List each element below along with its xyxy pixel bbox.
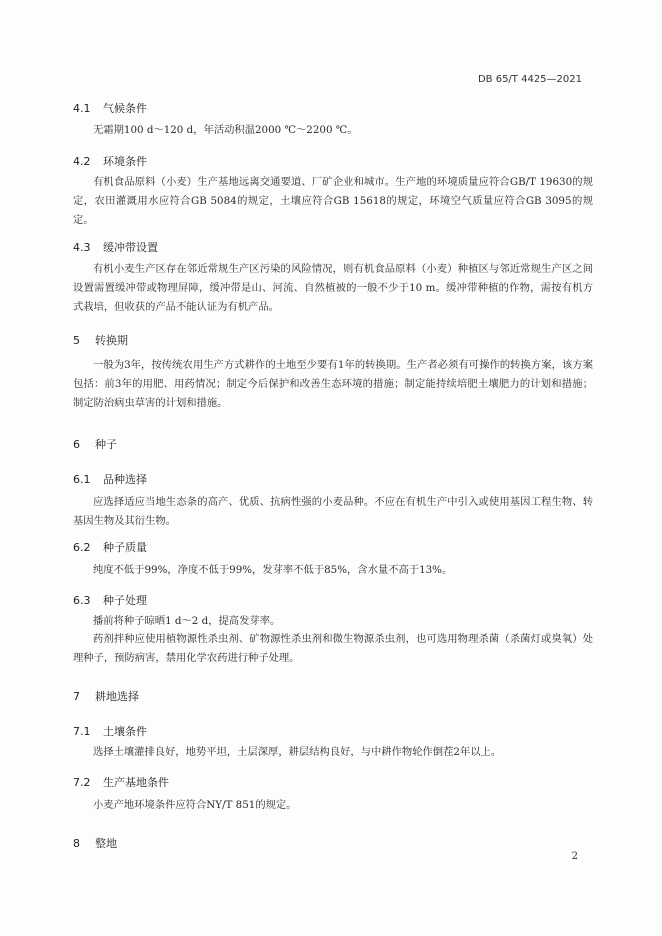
heading-title: 耕地选择	[95, 690, 139, 703]
heading-title: 种子质量	[103, 541, 147, 554]
heading-title: 种子处理	[103, 594, 147, 607]
heading-title: 土壤条件	[103, 725, 147, 738]
heading-number: 6.3	[73, 594, 91, 607]
heading-number: 7	[73, 690, 80, 703]
heading-title: 品种选择	[103, 473, 147, 486]
heading-number: 8	[73, 837, 80, 850]
heading-title: 生产基地条件	[103, 776, 169, 789]
paragraph-6-3-a: 播前将种子晾晒1 d～2 d，提高发芽率。	[93, 615, 281, 627]
heading-7	[73, 688, 139, 704]
heading-number: 6	[73, 438, 80, 451]
paragraph-6-2: 纯度不低于99%，净度不低于99%，发芽率不低于85%，含水量不高于13%。	[93, 564, 453, 576]
heading-title: 整地	[95, 837, 117, 850]
heading-6-1	[73, 471, 147, 487]
heading-6-3	[73, 592, 147, 608]
heading-8	[73, 835, 117, 851]
heading-title: 转换期	[95, 334, 128, 347]
paragraph-4-3: 有机小麦生产区存在邻近常规生产区污染的风险情况，则有机食品原料（小麦）种植区与邻近常规生产区之间设置需置缓冲带或物理屏障，缓冲带是山、河流、自然植被的一般不少于10 m。缓冲带种植的作物，需按有机方式栽培，但收获的产品不能认证为有机产品。	[73, 263, 593, 313]
heading-number: 4.1	[73, 102, 91, 115]
heading-number: 4.2	[73, 155, 91, 168]
heading-number: 4.3	[73, 241, 91, 254]
heading-4-2	[73, 153, 147, 169]
paragraph-4-1: 无霜期100 d～120 d，年活动积温2000 ℃～2200 ℃。	[93, 124, 358, 136]
heading-5	[73, 332, 128, 348]
heading-number: 7.1	[73, 725, 91, 738]
heading-4-1	[73, 100, 147, 116]
heading-title: 气候条件	[103, 102, 147, 115]
standard-code: DB 65/T 4425—2021	[477, 74, 582, 85]
paragraph-6-3-b: 药剂拌种应使用植物源性杀虫剂、矿物源性杀虫剂和微生物源杀虫剂，也可选用物理杀菌（杀菌灯或臭氧）处理种子，预防病害，禁用化学农药进行种子处理。	[73, 633, 593, 664]
heading-number: 5	[73, 334, 80, 347]
heading-7-1	[73, 723, 147, 739]
paragraph-7-2: 小麦产地环境条件应符合NY/T 851的规定。	[93, 799, 297, 811]
paragraph-5: 一般为3年，按传统农用生产方式耕作的土地至少要有1年的转换期。生产者必须有可操作的转换方案，该方案包括：前3年的用肥、用药情况；制定今后保护和改善生态环境的措施；制定能持续培肥土壤肥力的计划和措施；制定防治病虫草害的计划和措施。	[73, 359, 593, 409]
paragraph-7-1: 选择土壤灌排良好，地势平坦，土层深厚，耕层结构良好，与中耕作物轮作倒茬2年以上。	[93, 746, 502, 758]
heading-6-2	[73, 539, 147, 555]
paragraph-6-1: 应选择适应当地生态条的高产、优质、抗病性强的小麦品种。不应在有机生产中引入或使用基因工程生物、转基因生物及其衍生物。	[73, 496, 593, 527]
heading-title: 环境条件	[103, 155, 147, 168]
heading-4-3	[73, 239, 158, 255]
heading-number: 6.1	[73, 473, 91, 486]
page-number: 2	[571, 851, 578, 862]
heading-number: 6.2	[73, 541, 91, 554]
heading-7-2	[73, 774, 169, 790]
heading-title: 缓冲带设置	[103, 241, 158, 254]
heading-6	[73, 436, 117, 452]
heading-title: 种子	[95, 438, 117, 451]
paragraph-4-2: 有机食品原料（小麦）生产基地远离交通要道、厂矿企业和城市。生产地的环境质量应符合GB/T 19630的规定，农田灌溉用水应符合GB 5084的规定，土壤应符合GB 15618的规定，环境空气质量应符合GB 3095的规定。	[73, 176, 593, 226]
heading-number: 7.2	[73, 776, 91, 789]
